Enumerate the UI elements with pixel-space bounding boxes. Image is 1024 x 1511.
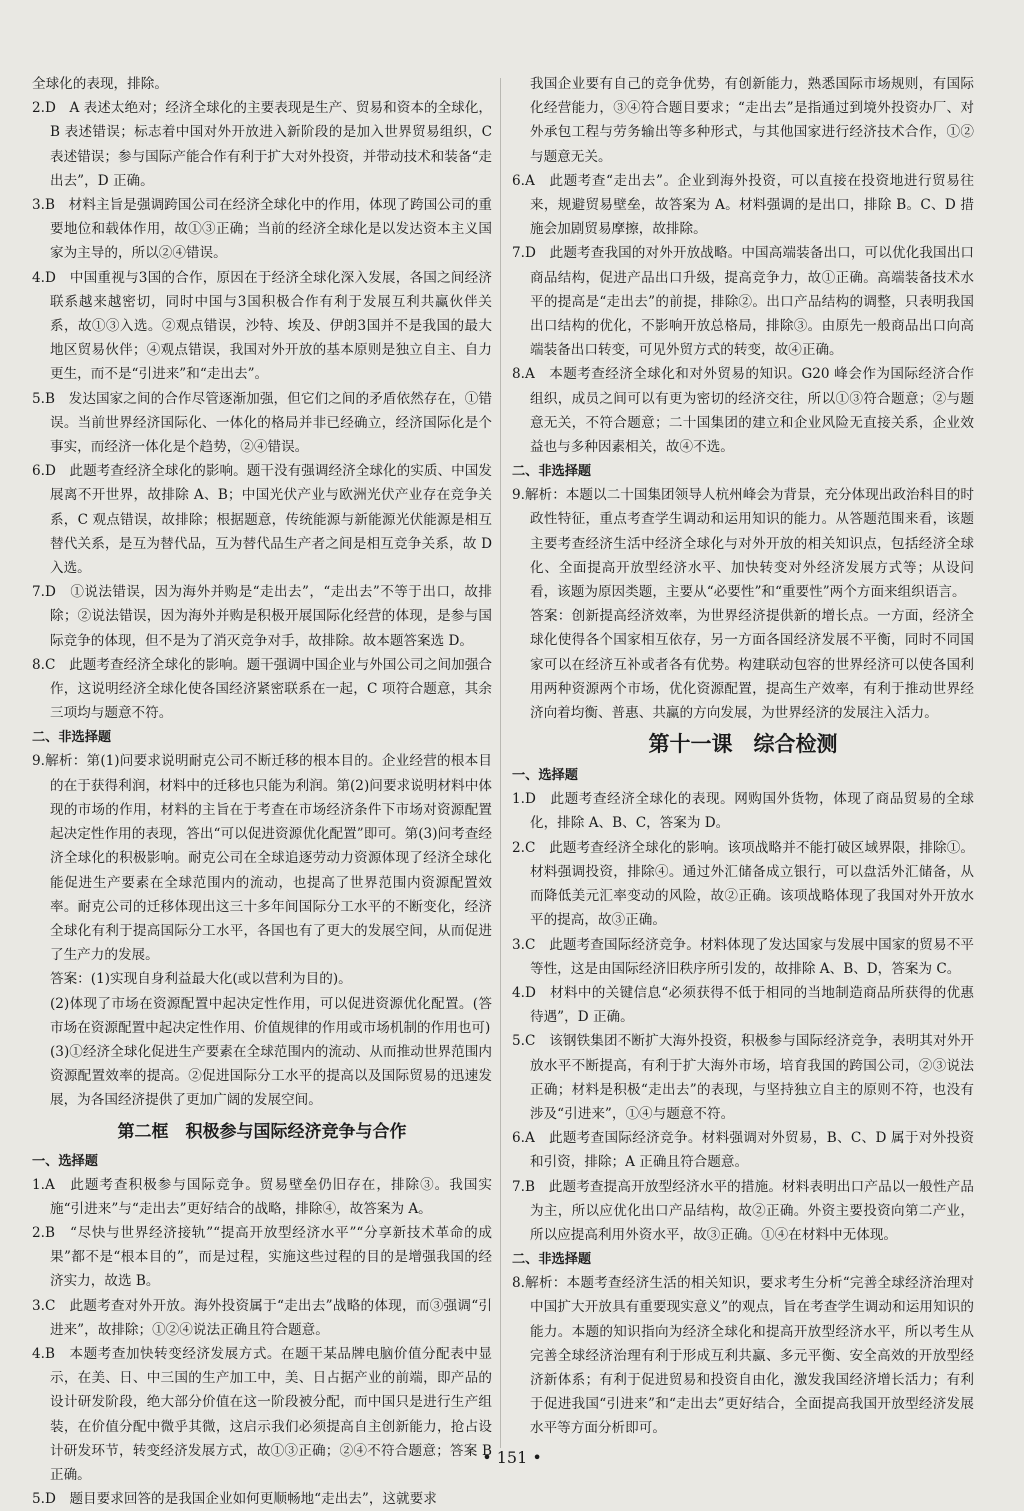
answer-item: 9.解析：本题以二十国集团领导人杭州峰会为背景，充分体现出政治科目的时政性特征，重点考查学生调动和运用知识的能力。从答题范围来看，该题主要考查经济生活中经济全球化与对外开放的相关知识点，包括经济全球化、全面提高开放型经济水平、加快转变对外经济发展方式等；从设问看，该题为原因类题，主要从“必要性”和“重要性”两个方面来组织语言。 <box>512 487 974 601</box>
answer-item: 8.解析：本题考查经济生活的相关知识，要求考生分析“完善全球经济治理对中国扩大开放具有重要现实意义”的观点，旨在考查学生调动和运用知识的能力。本题的知识指向为经济全球化和提高开放型经济水平，所以考生从完善全球经济治理有利于形成互利共赢、多元平衡、安全高效的开放型经济新体系；有利于促进贸易和投资自由化，激发我国经济增长活力；有利于促进我国“引进来”和“走出去”更好结合，全面提高我国开放型经济发展水平等方面分析即可。 <box>512 1275 974 1437</box>
answer-item: 2.C 此题考查经济全球化的影响。该项战略并不能打破区域界限，排除①。材料强调投资，排除④。通过外汇储备成立银行，可以盘活外汇储备，从而降低美元汇率变动的风险，故②正确。该项战略体现了我国对外开放水平的提高，故③正确。 <box>512 839 974 929</box>
lesson-title: 第十一课 综合检测 <box>648 732 838 757</box>
answer-item: 3.B 材料主旨是强调跨国公司在经济全球化中的作用，体现了跨国公司的重要地位和载体作用，故①③正确；当前的经济全球化是以发达资本主义国家为主导的，所以②④错误。 <box>32 197 492 262</box>
left-column <box>32 72 492 1511</box>
answer-item: 7.B 此题考查提高开放型经济水平的措施。材料表明出口产品以一般性产品为主，所以应优化出口产品结构，故②正确。外资主要投资向第二产业，所以应提高利用外资水平，故③正确。①④在材料中无体现。 <box>512 1178 974 1243</box>
answer-item: 3.C 此题考查国际经济竞争。材料体现了发达国家与发展中国家的贸易不平等性，这是由国际经济旧秩序所引发的，故排除 A、B、D，答案为 C。 <box>512 936 974 977</box>
section-heading: 二、非选择题 <box>32 730 112 746</box>
answer-item: 2.B “尽快与世界经济接轨”“提高开放型经济水平”“分享新技术革命的成果”都不是“根本目的”，而是过程，实施这些过程的目的是增强我国的经济实力，故选 B。 <box>32 1224 492 1290</box>
answer-item: 8.A 本题考查经济全球化和对外贸易的知识。G20 峰会作为国际经济合作组织，成员之间可以有更为密切的经济交往，所以①③符合题意；②与题意无关，不符合题意；二十国集团的建立和企业风险无直接关系，企业效益也与多种因素相关，故④不选。 <box>512 366 974 456</box>
section-heading: 一、选择题 <box>32 1153 98 1169</box>
right-column <box>512 72 974 1441</box>
answer-item: 6.A 此题考查国际经济竞争。材料强调对外贸易，B、C、D 属于对外投资和引资，排除；A 正确且符合题意。 <box>512 1130 974 1171</box>
answer-item: 6.D 此题考查经济全球化的影响。题干没有强调经济全球化的实质、中国发展离不开世界，故排除 A、B；中国光伏产业与欧洲光伏产业存在竞争关系，C 观点错误，故排除；根据题意，传统能源与新能源光伏能源是相互替代关系，是互为替代品，互为替代品生产者之间是相互竞争关系，故 D 入选。 <box>32 463 492 577</box>
paragraph: 全球化的表现，排除。 <box>32 76 168 92</box>
section-heading: 二、非选择题 <box>512 464 592 480</box>
answer-item: 2.D A 表述太绝对；经济全球化的主要表现是生产、贸易和资本的全球化，B 表述错误；标志着中国对外开放进入新阶段的是加入世界贸易组织，C 表述错误；参与国际产能合作有利于扩大对外投资，并带动技术和装备“走出去”，D 正确。 <box>32 100 492 189</box>
answer-item: 6.A 此题考查“走出去”。企业到海外投资，可以直接在投资地进行贸易往来，规避贸易壁垒，故答案为 A。材料强调的是出口，排除 B。C、D 措施会加剧贸易摩擦，故排除。 <box>512 172 974 238</box>
answer-item: 5.C 该钢铁集团不断扩大海外投资，积极参与国际经济竞争，表明其对外开放水平不断提高，有利于扩大海外市场，培育我国的跨国公司，②③说法正确；材料是积极“走出去”的表现，与坚持独立自主的原则不符，也没有涉及“引进来”，①④与题意不符。 <box>512 1033 974 1122</box>
answer-text: (3)①经济全球化促进生产要素在全球范围内的流动、从而推动世界范围内资源配置效率的提高。②促进国际分工水平的提高以及国际贸易的迅速发展，为各国经济提供了更加广阔的发展空间。 <box>50 1043 492 1109</box>
answer-item: 8.C 此题考查经济全球化的影响。题干强调中国企业与外国公司之间加强合作，这说明经济全球化使各国经济紧密联系在一起，C 项符合题意，其余三项均与题意不符。 <box>32 656 492 722</box>
page-number: • 151 • <box>482 1448 542 1467</box>
answer-item: 7.D 此题考查我国的对外开放战略。中国高端装备出口，可以优化我国出口商品结构，促进产品出口升级，提高竞争力，故①正确。高端装备技术水平的提高是“走出去”的前提，排除②。出口产品结构的调整，只表明我国出口结构的优化，不影响开放总格局，排除③。由原先一般商品出口向高端装备出口转变，可见外贸方式的转变，故④正确。 <box>512 245 974 359</box>
answer-item: 4.D 材料中的关键信息“必须获得不低于相同的当地制造商品所获得的优惠待遇”，D 正确。 <box>512 984 974 1026</box>
answer-item: 1.D 此题考查经济全球化的表现。网购国外货物，体现了商品贸易的全球化，排除 A、B、C，答案为 D。 <box>512 791 974 832</box>
answer-item: 5.D 题目要求回答的是我国企业如何更顺畅地“走出去”，这就要求 <box>32 1491 437 1508</box>
answer-item: 3.C 此题考查对外开放。海外投资属于“走出去”战略的体现，而③强调“引进来”，故排除；①②④说法正确且符合题意。 <box>32 1297 492 1338</box>
answer-text: 我国企业要有自己的竞争优势，有创新能力，熟悉国际市场规则，有国际化经营能力，③④符合题目要求；“走出去”是指通过到境外投资办厂、对外承包工程与劳务输出等多种形式，与其他国家进行经济技术合作，①②与题意无关。 <box>530 76 974 165</box>
frame-title: 第二框 积极参与国际经济竞争与合作 <box>117 1121 407 1142</box>
answer-item: 1.A 此题考查积极参与国际竞争。贸易壁垒仍旧存在，排除③。我国实施“引进来”与“走出去”更好结合的战略，排除④，故答案为 A。 <box>32 1176 492 1217</box>
section-heading: 一、选择题 <box>512 768 578 784</box>
answer-item: 9.解析：第(1)问要求说明耐克公司不断迁移的根本目的。企业经营的根本目的在于获得利润，材料中的迁移也只能为利润。第(2)问要求说明材料中体现的市场的作用，材料的主旨在于考查在市场经济条件下市场对资源配置起决定性作用的表现，答出“可以促进资源优化配置”即可。第(3)问考查经济全球化的积极影响。耐克公司在全球追逐劳动力资源体现了经济全球化能促进生产要素在全球范围内的流动，也提高了世界范围内资源配置效率。耐克公司的迁移体现出这三十多年间国际分工水平的不断变化，经济全球化有利于提高国际分工水平，各国也有了更大的发展空间，从而促进了生产力的发展。 <box>32 753 492 964</box>
answer-text: 答案：创新提高经济效率，为世界经济提供新的增长点。一方面，经济全球化使得各个国家相互依存，另一方面各国经济发展不平衡，同时不同国家可以在经济互补或者各有优势。构建联动包容的世界经济可以使各国利用两种资源两个市场，优化资源配置，提高生产效率，有利于推动世界经济向着均衡、普惠、共赢的方向发展，为世界经济的发展注入活力。 <box>530 608 974 722</box>
answer-item: 4.D 中国重视与3国的合作，原因在于经济全球化深入发展，各国之间经济联系越来越密切，同时中国与3国积极合作有利于发展互利共赢伙伴关系，故①③入选。②观点错误，沙特、埃及、伊朗3国并不是我国的最大地区贸易伙伴；④观点错误，我国对外开放的基本原则是独立自主、自力更生，而不是“引进来”和“走出去”。 <box>32 269 492 383</box>
column-divider <box>500 78 501 1448</box>
section-heading: 二、非选择题 <box>512 1252 592 1268</box>
answer-text: (2)体现了市场在资源配置中起决定性作用，可以促进资源优化配置。(答市场在资源配置中起决定性作用、价值规律的作用或市场机制的作用也可) <box>50 995 492 1036</box>
answer-item: 4.B 本题考查加快转变经济发展方式。在题干某品牌电脑价值分配表中显示，在美、日、中三国的生产加工中，美、日占据产业的前端，即产品的设计研发阶段，绝大部分价值在这一阶段被分配，而中国只是进行生产组装，在价值分配中微乎其微，这启示我们必须提高自主创新能力，抢占设计研发环节，转变经济发展方式，故①③正确；②④不符合题意；答案 B 正确。 <box>32 1345 492 1483</box>
answer-text: 答案：(1)实现自身利益最大化(或以营利为目的)。 <box>50 971 352 988</box>
answer-item: 7.D ①说法错误，因为海外并购是“走出去”，“走出去”不等于出口，故排除；②说法错误，因为海外并购是积极开展国际化经营的体现，是参与国际竞争的体现，但不是为了消灭竞争对手，故排除。故本题答案选 D。 <box>32 584 492 649</box>
answer-item: 5.B 发达国家之间的合作尽管逐渐加强，但它们之间的矛盾依然存在，①错误。当前世界经济国际化、一体化的格局并非已经确立，经济国际化是个事实，而经济一体化是个趋势，②④错误。 <box>32 390 492 456</box>
